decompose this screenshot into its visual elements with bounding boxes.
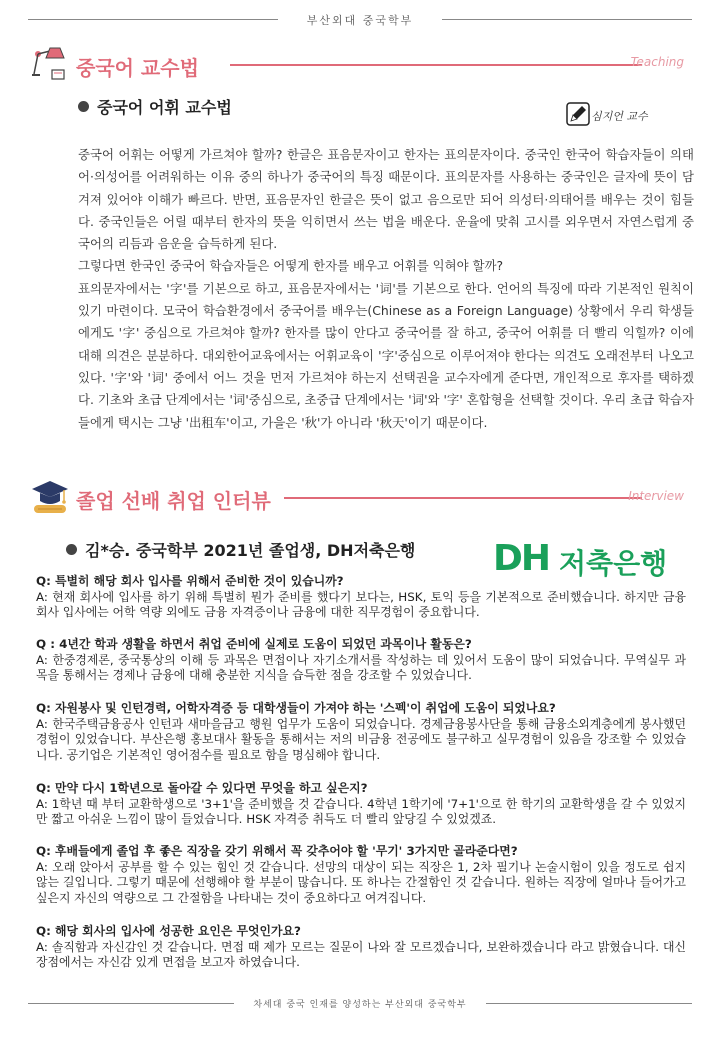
page-footer [28, 994, 692, 1014]
question-text: Q: 만약 다시 1학년으로 돌아갈 수 있다면 무엇을 하고 싶은지? [36, 781, 368, 795]
header-text: 부산외대 중국학부 [306, 14, 414, 27]
article-paragraph: 중국어 어휘는 어떻게 가르쳐야 할까? 한글은 표음문자이고 한자는 표의문자이다. 중국인 한국어 학습자들이 의태어·의성어를 어려워하는 이유 중의 하나가 중국어의 특징 때문이다. 표의문자를 사용하는 중국인은 글자에 뜻이 담겨져 있어야 이해가 빠르다. 반면, 표음문자인 한글은 뜻이 없고 음으로만 되어 의성터·의태어를 배우는 것이 힘들다. 중국인들은 어릴 때부터 한자의 뜻을 익히면서 쓰는 법을 배운다. 운율에 맞춰 고시를 외우면서 자연스럽게 중국어의 리듬과 음운을 습득하게 된다. [78, 147, 694, 252]
section-tag: Interview [628, 489, 684, 503]
qa-item [36, 844, 686, 906]
answer-text: A: 한국주택금융공사 인턴과 새마을금고 행원 업무가 도움이 되었습니다. 경제금융봉사단을 통해 금융소외계층에게 봉사했던 경험이 있었습니다. 부산은행 홍보대사 활동을 통해서는 저의 비금융 전공에도 불구하고 실무경험이 있음을 강조할 수 있었습니다. 공기업은 기본적인 영어점수를 필요로 함을 명심해야 합니다. [36, 716, 686, 762]
qa-item [36, 701, 686, 763]
answer-text: A: 1학년 때 부터 교환학생으로 '3+1'을 준비했을 것 같습니다. 4학년 1학기에 '7+1'으로 한 학기의 교환학생을 갈 수 있었지만 짧고 아쉬운 느낌이 많이 들었습니다. HSK 자격증 취득도 더 빨리 앞당길 수 있었겠죠. [36, 796, 686, 826]
section-interview-header [30, 477, 690, 517]
section-rule [230, 64, 642, 66]
section-rule [284, 497, 642, 499]
question-text: Q: 자원봉사 및 인턴경력, 어학자격증 등 대학생들이 가져야 하는 '스펙'이 취업에 도움이 되었나요? [36, 701, 556, 715]
lamp-icon [30, 44, 70, 84]
company-logo-mark: DH [493, 538, 550, 579]
answer-text: A: 현재 회사에 입사를 하기 위해 특별히 뭔가 준비를 했다기 보다는, HSK, 토익 등을 기본적으로 준비했습니다. 하지만 금융 회사 입사에는 어학 역량 외에도 금융 자격증이나 금융에 대한 직무경험이 중요합니다. [36, 589, 686, 619]
section-tag: Teaching [630, 55, 684, 69]
bullet-icon [78, 101, 89, 112]
section-teaching-header [30, 44, 690, 84]
question-text: Q : 4년간 학과 생활을 하면서 취업 준비에 실제로 도움이 되었던 과목이나 활동은? [36, 637, 472, 651]
section-title: 졸업 선배 취업 인터뷰 [76, 489, 271, 513]
article-paragraph: 그렇다면 한국인 중국어 학습자들은 어떻게 한자를 배우고 어휘를 익혀야 할까? [78, 258, 504, 274]
subheading-text: 김*승. 중국학부 2021년 졸업생, DH저축은행 [85, 541, 416, 560]
answer-text: A: 한중경제론, 중국통상의 이해 등 과목은 면접이나 자기소개서를 작성하는 데 있어서 도움이 많이 되었습니다. 무역실무 과목을 통해서는 경제나 금융에 대해 충분한 지식을 습득한 점을 강조할 수 있었습니다. [36, 652, 686, 682]
company-logo-text: 저축은행 [559, 547, 668, 580]
qa-item [36, 781, 686, 828]
qa-item [36, 574, 686, 621]
graduation-cap-icon [30, 477, 70, 517]
qa-item [36, 924, 686, 971]
subheading-vocab [78, 95, 232, 118]
footer-text: 차세대 중국 인재를 양성하는 부산외대 중국학부 [253, 1000, 467, 1010]
page-header [28, 10, 692, 30]
article-body [78, 144, 694, 434]
answer-text: A: 오래 앉아서 공부를 할 수 있는 힘인 것 같습니다. 선망의 대상이 되는 직장은 1, 2차 필기나 논술시험이 있을 정도로 쉽지 않는 길입니다. 그렇기 때문에 선행해야 할 부분이 많습니다. 또 하나는 간절함인 것 같습니다. 원하는 직장에 얼마나 들어가고 싶은지 자신의 역량으로 그 간절함을 나타내는 것이 중요하다고 여겨집니다. [36, 859, 686, 905]
article-paragraph: 표의문자에서는 '字'를 기본으로 하고, 표음문자에서는 '词'를 기본으로 한다. 언어의 특징에 따라 기본적인 원칙이 있기 마련이다. 모국어 학습환경에서 중국어를 배우는(Chinese as a Foreign Language) 상황에서 우리 학생들에게도 '字' 중심으로 가르쳐야 할까? 한자를 많이 안다고 중국어를 잘 하고, 중국어 어휘를 더 빨리 익힐까? 이에 대해 의견은 분분하다. 대외한어교육에서는 어휘교육이 '字'중심으로 이루어져야 한다는 의견도 오래전부터 나오고 있다. '字'와 '词' 중에서 어느 것을 먼저 가르쳐야 하는지 선택권을 교수자에게 준다면, 개인적으로 후자를 택하겠다. 기초와 초급 단계에서는 '词'중심으로, 초중급 단계에서는 '词'와 '字' 혼합형을 선택할 것이다. 우리 초급 학습자들에게 택시는 그냥 '出租车'이고, 가을은 '秋'가 아니라 '秋天'이기 때문이다. [78, 280, 694, 430]
question-text: Q: 특별히 해당 회사 입사를 위해서 준비한 것이 있습니까? [36, 574, 344, 588]
qa-item [36, 637, 686, 684]
bullet-icon [66, 544, 77, 555]
subheading-text: 중국어 어휘 교수법 [97, 98, 232, 117]
question-text: Q: 해당 회사의 입사에 성공한 요인은 무엇인가요? [36, 924, 301, 938]
pencil-icon [566, 102, 590, 126]
author-name: 심지언 교수 [591, 110, 648, 123]
question-text: Q: 후배들에게 졸업 후 좋은 직장을 갖기 위해서 꼭 갖추어야 할 '무기' 3가지만 골라준다면? [36, 844, 518, 858]
answer-text: A: 솔직함과 자신감인 것 같습니다. 면접 때 제가 모르는 질문이 나와 잘 모르겠습니다, 보완하겠습니다 라고 밝혔습니다. 대신 장점에서는 자신감 있게 면접을 보고자 하였습니다. [36, 939, 686, 969]
author-badge [566, 102, 676, 128]
section-title: 중국어 교수법 [76, 56, 199, 80]
subheading-interviewee [66, 538, 415, 561]
